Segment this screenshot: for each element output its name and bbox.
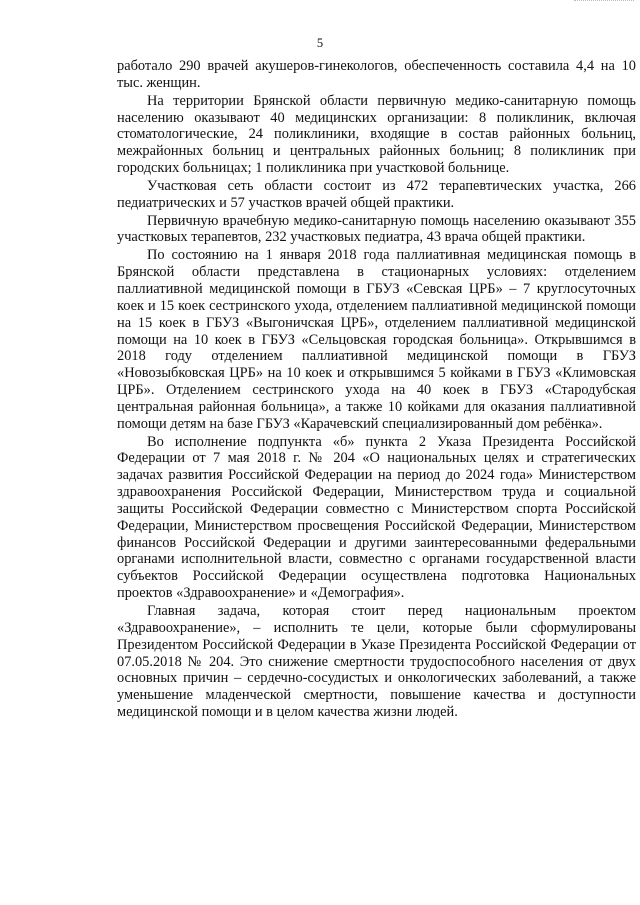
page-body: [117, 58, 636, 721]
paragraph-national-project-goal: Главная задача, которая стоит перед национальным проектом «Здравоохранение», – исполнить те цели, которые были сформулированы Президентом Российской Федерации в Указе Президента Российской Федерации от 07.05.2018 № 204. Это снижение смертности трудоспособного населения от двух основных причин – сердечно-сосудистых и онкологических заболеваний, а также уменьшение младенческой смертности, повышение качества и доступности медицинской помощи и в целом качества жизни людей.: [117, 603, 636, 721]
paragraph-obstetricians-continuation: работало 290 врачей акушеров-гинекологов, обеспеченность составила 4,4 на 10 тыс. женщин.: [117, 58, 636, 91]
paragraph-palliative-care: По состоянию на 1 января 2018 года паллиативная медицинская помощь в Брянской области представлена в стационарных условиях: отделением паллиативной медицинской помощи в ГБУЗ «Севская ЦРБ» – 7 круглосуточных коек и 15 коек сестринского ухода, отделением паллиативной медицинской помощи на 15 коек в ГБУЗ «Выгоничская ЦРБ», отделением паллиативной медицинской помощи на 10 коек в ГБУЗ «Сельцовская городская больница». Открывшимся в 2018 году отделением паллиативной медицинской помощи в ГБУЗ «Новозыбковская ЦРБ» на 10 коек и открывшимся 5 койками в ГБУЗ «Климовская ЦРБ». Отделением сестринского ухода на 40 коек в ГБУЗ «Стародубская центральная районная больница», а также 10 койками для оказания паллиативной помощи детям на базе ГБУЗ «Карачевский специализированный дом ребёнка».: [117, 247, 636, 432]
paragraph-district-network: Участковая сеть области состоит из 472 терапевтических участка, 266 педиатрических и 57 участков врачей общей практики.: [117, 177, 636, 211]
paragraph-presidential-decree: Во исполнение подпункта «б» пункта 2 Указа Президента Российской Федерации от 7 мая 2018 г. № 204 «О национальных целях и стратегических задачах развития Российской Федерации на период до 2024 года» Министерством здравоохранения Российской Федерации, Министерством труда и социальной защиты Российской Федерации совместно с Министерством спорта Российской Федерации, Министерством просвещения Российской Федерации, Министерством финансов Российской Федерации и другими заинтересованными федеральными органами исполнительной власти, совместно с органами государственной власти субъектов Российской Федерации осуществлена подготовка Национальных проектов «Здравоохранение» и «Демография».: [117, 433, 636, 602]
paragraph-primary-physicians: Первичную врачебную медико-санитарную помощь населению оказывают 355 участковых терапевтов, 232 участковых педиатра, 43 врача общей практики.: [117, 212, 636, 246]
scan-edge-mark: [574, 0, 634, 4]
paragraph-primary-care-organizations: На территории Брянской области первичную медико-санитарную помощь населению оказывают 40 медицинских организации: 8 поликлиник, включая стоматологические, 24 поликлиники, входящие в состав районных больниц, межрайонных больниц и центральных районных больниц; 8 поликлиник при городских больницах; 1 поликлиника при участковой больнице.: [117, 92, 636, 177]
page-number: 5: [316, 36, 324, 50]
